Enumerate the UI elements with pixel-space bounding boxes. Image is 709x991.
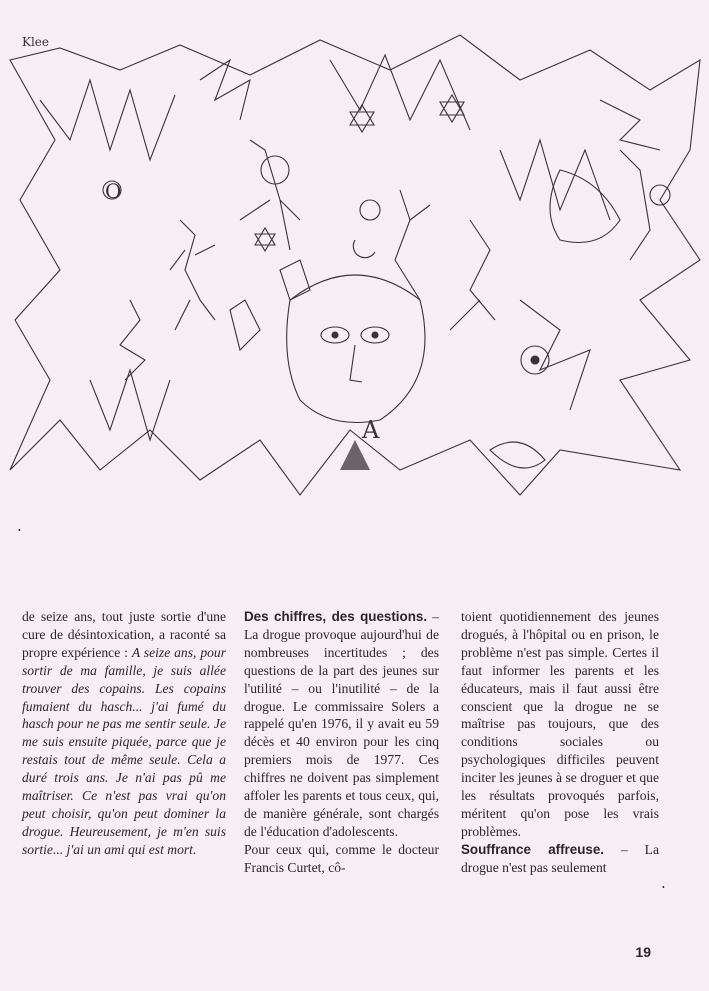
section-heading-chiffres: Des chiffres, des questions. <box>244 609 428 624</box>
page-number: 19 <box>635 944 651 960</box>
column-2-body-2: Pour ceux qui, comme le docteur Francis Curtet, cô- <box>244 841 439 875</box>
column-2 <box>244 608 439 877</box>
column-1-text <box>22 608 226 859</box>
testimony-quote: A seize ans, pour sortir de ma famille, je suis allée trouver des copains. Les copains fumaient du hasch... j'ai fumé du hasch pour ne pas me sentir seule. Je me suis ensuite piquée, parce que je restais tout de même seule. Cela a duré trois ans. Je n'ai pas pû me maîtriser. Ce n'est pas vrai qu'on peut choisir, qu'on peut dominer la drogue. Heureusement, je m'en suis sortie... j'ai un ami qui est mort. <box>22 644 227 857</box>
drawing-letter-o: O <box>105 179 122 203</box>
column-3-paragraph <box>461 841 659 877</box>
column-3-body-2: – La drogue n'est pas seulement <box>461 841 659 875</box>
column-3-body: toient quotidiennement des jeunes drogués, à l'hôpital ou en prison, le problème n'est pas simple. Certes il faut informer les parents et les éducateurs, mais il faut aussi être conscient que la drogue ne se maîtrise pas toujours, que des conditions sociales ou psychologiques difficiles peuvent inciter les jeunes à se droguer et que les résultats provoqués parfois, méritent qu'on pose les vrais problèmes. <box>461 609 659 839</box>
column-2-paragraph <box>244 608 439 841</box>
stray-mark: • <box>662 883 665 892</box>
stray-mark: • <box>18 526 21 535</box>
column-3 <box>461 608 659 877</box>
drawing-letter-a: A <box>362 416 380 444</box>
artist-signature: Klee <box>22 35 50 49</box>
column-2-body: – La drogue provoque aujourd'hui de nombreuses incertitudes ; des questions de la part des jeunes sur l'utilité – ou l'inutilité – de la drogue. Le commissaire Solers a rappelé qu'en 1976, il y avait eu 59 décès et 40 environ pour les cinq premiers mois de 1977. Ces chiffres ne doivent pas simplement affoler les parents et tous ceux, qui, de manière générale, sont chargés de l'éducation d'adolescents. <box>244 609 439 839</box>
section-heading-souffrance: Souffrance affreuse. <box>461 841 605 857</box>
column-1 <box>22 608 226 859</box>
column-1-intro: de seize ans, tout juste sortie d'une cure de désintoxication, a raconté sa propre expérience : <box>22 609 226 660</box>
